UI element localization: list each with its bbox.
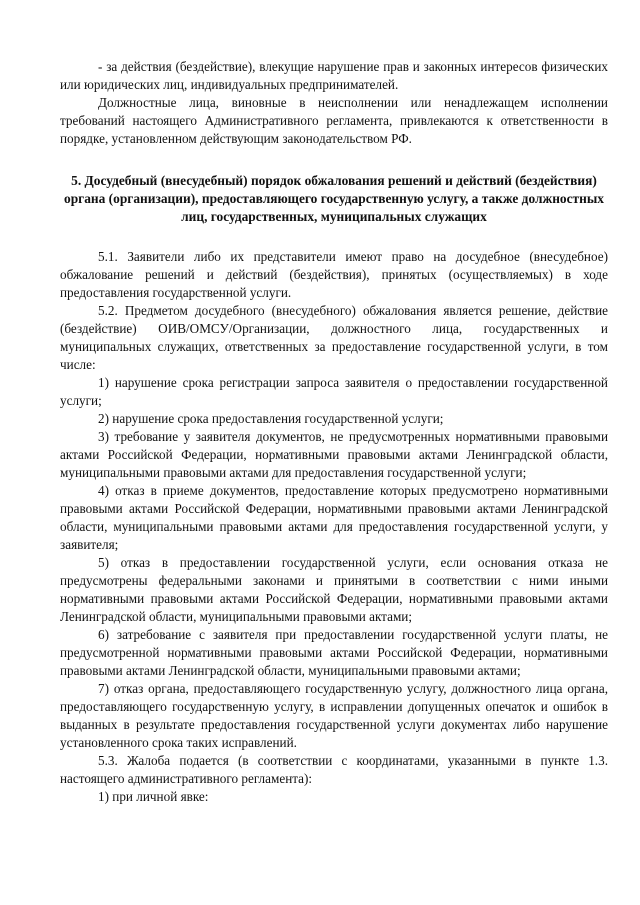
paragraph: 5.3. Жалоба подается (в соответствии с координатами, указанными в пункте 1.3. настоящего административного регламента):: [60, 753, 608, 786]
list-item: 7) отказ органа, предоставляющего государственную услугу, должностного лица органа, предоставляющего государственную услугу, в исправлении допущенных опечаток и ошибок в выданных в результате предоставления государственной услуги документах либо нарушение установленного срока таких исправлений.: [60, 681, 608, 750]
document-page: [60, 58, 608, 806]
list-item: 6) затребование с заявителя при предоставлении государственной услуги платы, не предусмотренной нормативными правовыми актами Российской Федерации, нормативными правовыми актами Ленинградской области, муниципальными правовыми актами;: [60, 627, 608, 678]
paragraph: 5.1. Заявители либо их представители имеют право на досудебное (внесудебное) обжалование решений и действий (бездействия), принятых (осуществляемых) в ходе предоставления государственной услуги.: [60, 249, 608, 300]
paragraph: Должностные лица, виновные в неисполнении или ненадлежащем исполнении требований настоящего Административного регламента, привлекаются к ответственности в порядке, установленном действующим законодательством РФ.: [60, 95, 608, 146]
list-item: 1) при личной явке:: [98, 789, 209, 804]
list-item: 5) отказ в предоставлении государственной услуги, если основания отказа не предусмотрены федеральными законами и принятыми в соответствии с ними иными нормативными правовыми актами Российской Федерации, нормативными правовыми актами Ленинградской области, муниципальными правовыми актами;: [60, 555, 608, 624]
paragraph: - за действия (бездействие), влекущие нарушение прав и законных интересов физических или юридических лиц, индивидуальных предпринимателей.: [60, 59, 608, 92]
list-item: 2) нарушение срока предоставления государственной услуги;: [98, 411, 444, 426]
paragraph: 5.2. Предметом досудебного (внесудебного) обжалования является решение, действие (бездействие) ОИВ/ОМСУ/Организации, должностного лица, государственных и муниципальных служащих, ответственных за предоставление государственной услуги, в том числе:: [60, 303, 608, 372]
list-item: 3) требование у заявителя документов, не предусмотренных нормативными правовыми актами Российской Федерации, нормативными правовыми актами Ленинградской области, муниципальными правовыми актами для предоставления государственной услуги;: [60, 429, 608, 480]
list-item: 4) отказ в приеме документов, предоставление которых предусмотрено нормативными правовыми актами Российской Федерации, нормативными правовыми актами Ленинградской области, муниципальными правовыми актами для предоставления государственной услуги, у заявителя;: [60, 483, 608, 552]
section-heading: 5. Досудебный (внесудебный) порядок обжалования решений и действий (бездействия) органа (организации), предоставляющего государственную услугу, а также должностных лиц, государственных, муниципальных служащих: [64, 173, 604, 224]
list-item: 1) нарушение срока регистрации запроса заявителя о предоставлении государственной услуги;: [60, 375, 608, 408]
